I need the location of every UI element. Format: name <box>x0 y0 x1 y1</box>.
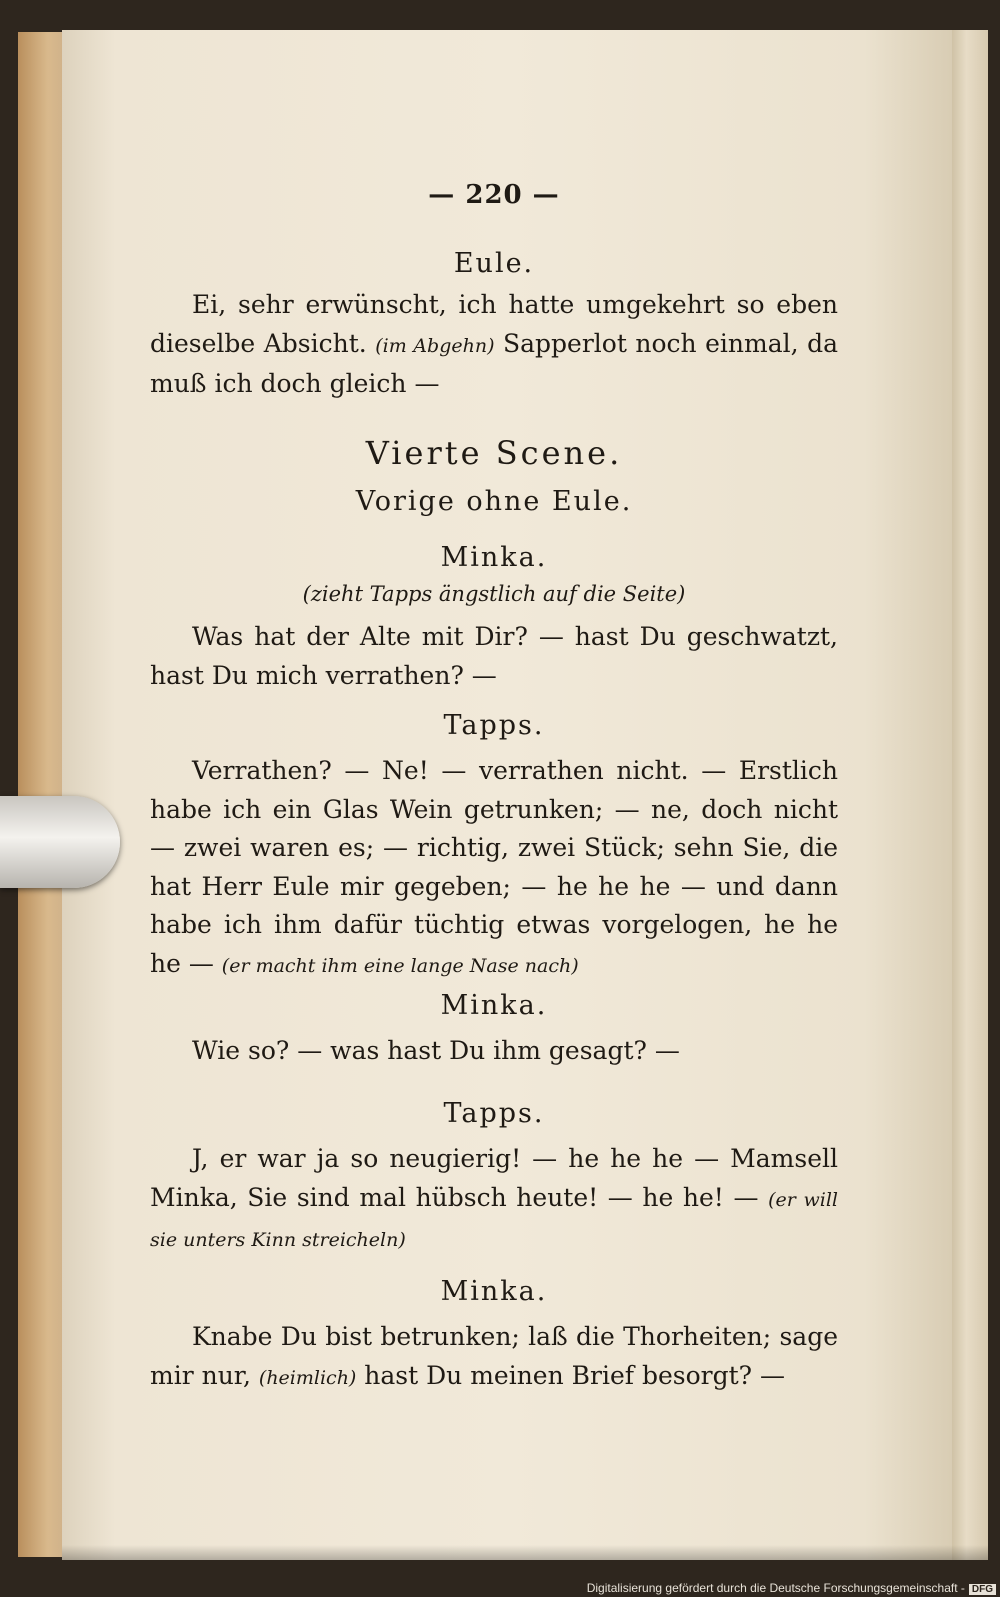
bookmark-tab <box>0 796 120 888</box>
book-edge-right <box>952 30 988 1560</box>
speaker-label: Tapps. <box>443 1098 545 1129</box>
speaker-label: Minka. <box>440 1276 548 1307</box>
stage-direction: (im Abgehn) <box>375 334 495 357</box>
paragraph: Ei, sehr erwünscht, ich hatte umgekehrt so eben dieselbe Absicht. (im Abgehn) Sapperlot noch einmal, da muß ich doch gleich — <box>150 290 838 398</box>
speaker-label: Tapps. <box>443 710 545 741</box>
scene-heading: Vierte Scene. <box>365 434 623 472</box>
digitization-credit: Digitalisierung gefördert durch die Deutsche Forschungsgemeinschaft - DFG <box>587 1581 996 1595</box>
scene-subheading: Vorige ohne Eule. <box>355 486 633 517</box>
book-edge-left <box>18 32 68 1557</box>
stage-direction: (zieht Tapps ängstlich auf die Seite) <box>302 582 686 606</box>
stage-direction: (heimlich) <box>258 1366 357 1389</box>
stage-direction: (er will sie unters Kinn streicheln) <box>150 1188 838 1251</box>
paragraph: Was hat der Alte mit Dir? — hast Du geschwatzt, hast Du mich verrathen? — <box>150 622 838 690</box>
paragraph: J, er war ja so neugierig! — he he he — Mamsell Minka, Sie sind mal hübsch heute! — he he! — (er will sie unters Kinn streicheln) <box>150 1144 838 1251</box>
stage-direction: (er macht ihm eine lange Nase nach) <box>221 954 579 977</box>
speaker-label: Minka. <box>440 990 548 1021</box>
paragraph: Wie so? — was hast Du ihm gesagt? — <box>192 1036 680 1065</box>
speaker-label: Minka. <box>440 542 548 573</box>
page-number: — 220 — <box>428 180 560 210</box>
dfg-logo: DFG <box>969 1584 996 1595</box>
paragraph: Verrathen? — Ne! — verrathen nicht. — Erstlich habe ich ein Glas Wein getrunken; — ne, doch nicht — zwei waren es; — richtig, zwei Stück; sehn Sie, die hat Herr Eule mir gegeben; — he he he — und dann habe ich ihm dafür tüchtig etwas vorgelogen, he he he — (er macht ihm eine lange Nase nach) <box>150 756 838 978</box>
page-shadow <box>62 1545 988 1560</box>
speaker-label: Eule. <box>453 248 535 279</box>
paragraph: Knabe Du bist betrunken; laß die Thorheiten; sage mir nur, (heimlich) hast Du meinen Brief besorgt? — <box>150 1322 838 1390</box>
